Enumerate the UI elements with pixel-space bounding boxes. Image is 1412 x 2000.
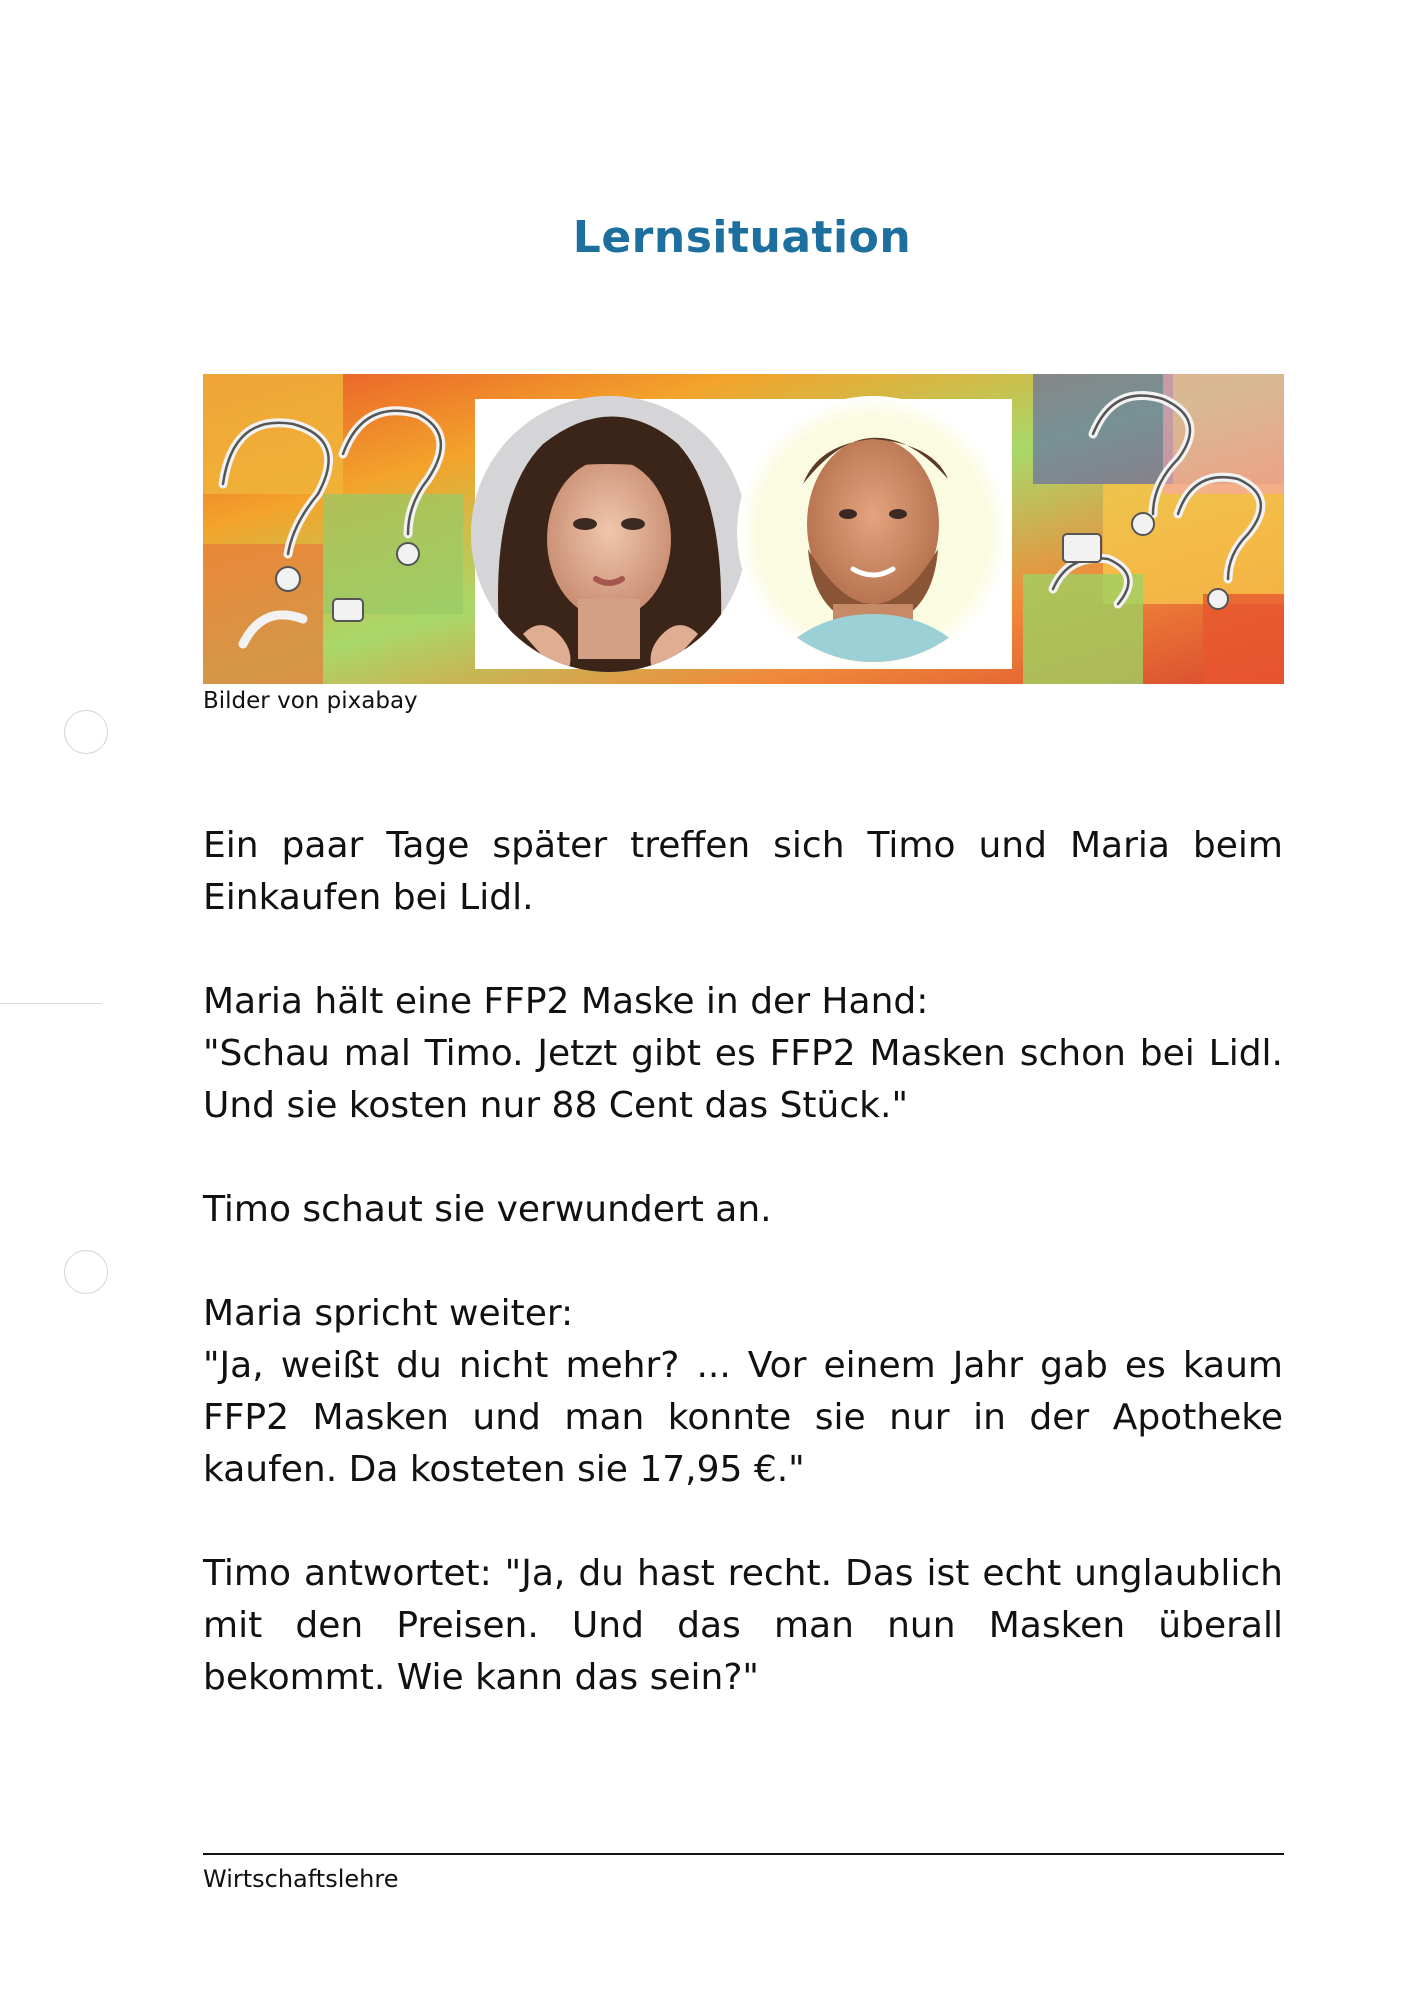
story-line: "Schau mal Timo. Jetzt gibt es FFP2 Masken schon bei Lidl. Und sie kosten nur 88 Cent das Stück." — [203, 1033, 1283, 1126]
story-paragraph — [203, 1288, 1283, 1496]
story-line: Timo antwortet: "Ja, du hast recht. Das ist echt unglaublich mit den Preisen. Und das man nun Masken überall bekommt. Wie kann das sein?" — [203, 1553, 1283, 1698]
story-paragraph — [203, 1548, 1283, 1704]
story-paragraph — [203, 976, 1283, 1132]
story-line: Maria spricht weiter: — [203, 1293, 574, 1334]
story-paragraph — [203, 820, 1283, 924]
story-line: Timo schaut sie verwundert an. — [203, 1189, 772, 1230]
story-line: Maria hält eine FFP2 Maske in der Hand: — [203, 981, 929, 1022]
page-title: Lernsituation — [572, 212, 912, 263]
footer-subject: Wirtschaftslehre — [203, 1865, 399, 1893]
punch-hole-bottom — [64, 1250, 108, 1294]
fold-mark — [0, 1003, 102, 1004]
footer-divider — [203, 1853, 1284, 1855]
story-paragraph — [203, 1184, 1283, 1236]
punch-hole-top — [64, 710, 108, 754]
story-line: "Ja, weißt du nicht mehr? ... Vor einem Jahr gab es kaum FFP2 Masken und man konnte sie nur in der Apotheke kaufen. Da kosteten sie 17,95 €." — [203, 1345, 1283, 1490]
story-text — [203, 820, 1283, 1756]
image-caption: Bilder von pixabay — [203, 688, 418, 714]
story-line: Ein paar Tage später treffen sich Timo und Maria beim Einkaufen bei Lidl. — [203, 825, 1283, 918]
banner-image — [203, 374, 1284, 684]
